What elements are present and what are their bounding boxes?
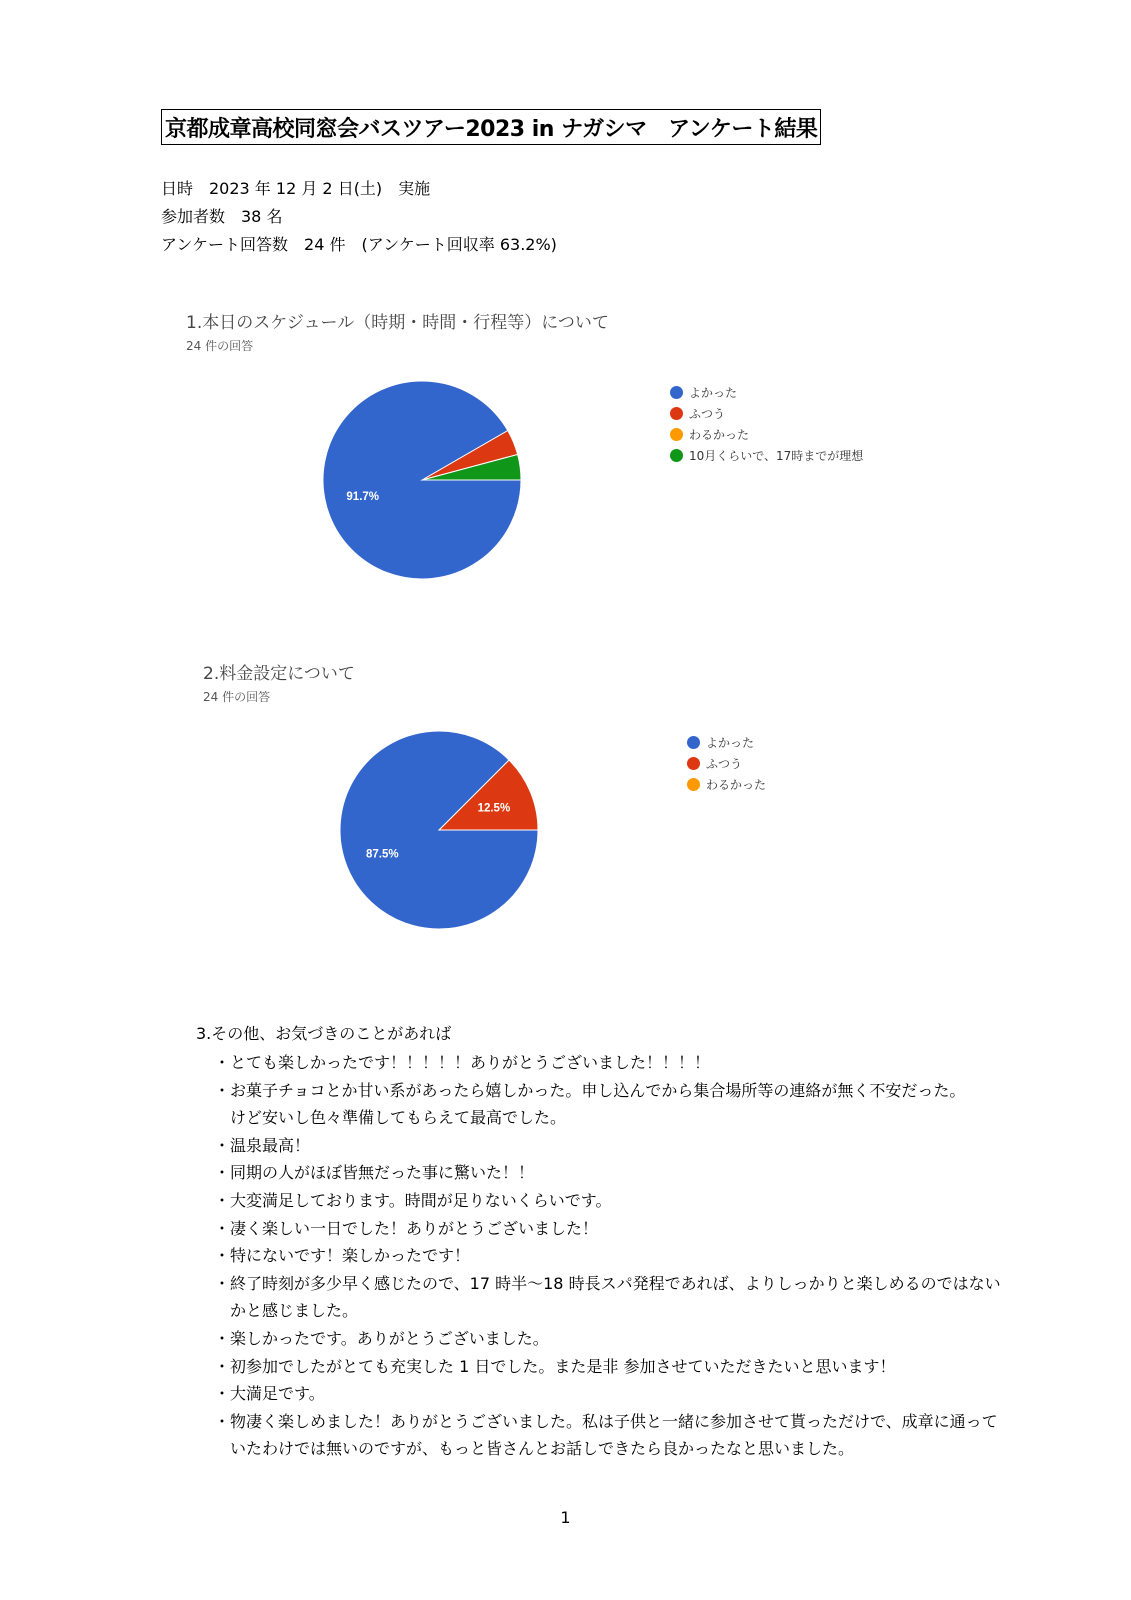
response-count: アンケート回答数 24 件 (アンケート回収率 63.2%) (161, 235, 557, 254)
comment-item: ・特にないです！楽しかったです！ (214, 1246, 471, 1266)
legend-swatch (670, 428, 683, 441)
comment-item: ・終了時刻が多少早く感じたので、17 時半～18 時長スパ発程であれば、よりしっかりと楽しめるのではない (214, 1273, 1001, 1293)
legend-item (670, 424, 863, 445)
legend-item (687, 732, 766, 753)
legend-item (670, 382, 863, 403)
comment-item: かと感じました。 (214, 1301, 359, 1321)
legend-swatch (670, 449, 683, 462)
legend-label: わるかった (706, 778, 767, 792)
comment-item: ・物凄く楽しめました！ありがとうございました。私は子供と一緒に参加させて貰っただけで、成章に通って (214, 1411, 998, 1431)
legend-swatch (687, 757, 700, 770)
legend-swatch (687, 736, 700, 749)
comment-item: ・凄く楽しい一日でした！ありがとうございました！ (214, 1218, 599, 1238)
legend-swatch (670, 407, 683, 420)
legend-swatch (670, 386, 683, 399)
comment-item: ・とても楽しかったです！！！！！ありがとうございました！！！！ (214, 1053, 711, 1072)
legend-price (687, 732, 766, 795)
legend-label: ふつう (689, 407, 726, 421)
pie-chart-price (339, 730, 539, 930)
legend-label: よかった (706, 736, 755, 750)
comment-item: ・大満足です。 (214, 1384, 325, 1404)
page-number: 1 (560, 1508, 571, 1527)
slice-label-1: 87.5% (365, 848, 399, 861)
legend-item (670, 445, 863, 466)
legend-item (687, 774, 766, 795)
question-2-response-count: 24 件の回答 (203, 690, 271, 704)
pie-slice-1 (323, 381, 521, 579)
participant-count: 参加者数 38 名 (161, 207, 283, 226)
legend-item (687, 753, 766, 774)
comment-item: ・お菓子チョコとか甘い系があったら嬉しかった。申し込んでから集合場所等の連絡が無く不安だった。 (214, 1080, 966, 1100)
question-2-title: 2.料金設定について (203, 664, 355, 684)
legend-label: わるかった (689, 428, 750, 442)
event-date: 日時 2023 年 12 月 2 日(土) 実施 (161, 179, 431, 198)
comment-item: けど安いし色々準備してもらえて最高でした。 (214, 1108, 567, 1128)
comments-list (214, 1049, 1014, 1463)
comments-title: 3.その他、お気づきのことがあれば (196, 1024, 452, 1043)
legend-label: ふつう (706, 757, 743, 771)
legend-schedule (670, 382, 863, 466)
legend-label: よかった (689, 386, 738, 400)
comment-item: ・大変満足しております。時間が足りないくらいです。 (214, 1190, 612, 1210)
comment-item: いたわけでは無いのですが、もっと皆さんとお話しできたら良かったなと思いました。 (214, 1439, 855, 1459)
slice-label-1: 91.7% (346, 490, 380, 503)
page-title: 京都成章高校同窓会バスツアー2023 in ナガシマ アンケート結果 (161, 109, 821, 145)
pie-slice-1 (340, 731, 538, 929)
legend-label: 10月くらいで、17時までが理想 (689, 449, 864, 463)
legend-swatch (687, 778, 700, 791)
question-1-title: 1.本日のスケジュール（時期・時間・行程等）について (186, 313, 609, 333)
comment-item: ・同期の人がほぼ皆無だった事に驚いた！！ (214, 1163, 535, 1183)
comment-item: ・楽しかったです。ありがとうございました。 (214, 1328, 549, 1348)
pie-chart-schedule (322, 380, 522, 580)
legend-item (670, 403, 863, 424)
comment-item: ・初参加でしたがとても充実した 1 日でした。また是非 参加させていただきたいと思います！ (214, 1356, 896, 1376)
slice-label-2: 12.5% (477, 802, 511, 815)
question-1-response-count: 24 件の回答 (186, 339, 254, 353)
comment-item: ・温泉最高！ (214, 1135, 311, 1155)
